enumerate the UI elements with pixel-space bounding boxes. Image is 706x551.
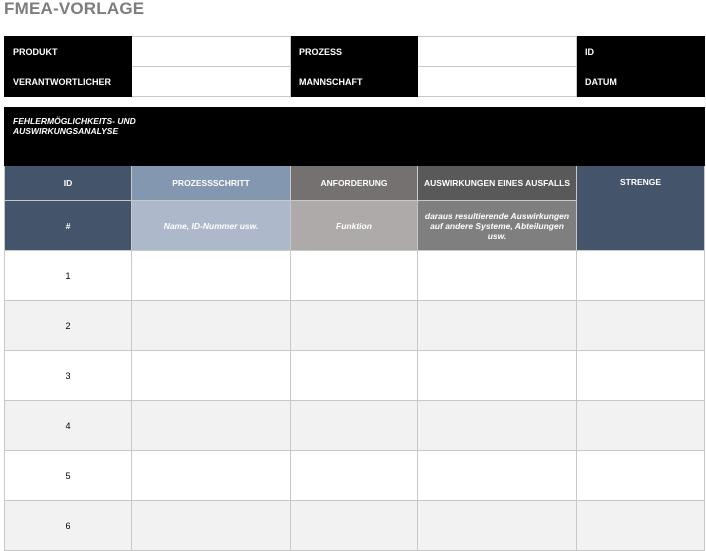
cell[interactable] bbox=[577, 251, 705, 301]
row-id: 1 bbox=[5, 251, 132, 301]
cell[interactable] bbox=[418, 501, 577, 551]
col-subheader-requirement: Funktion bbox=[291, 201, 418, 251]
row-id: 4 bbox=[5, 401, 132, 451]
cell[interactable] bbox=[418, 451, 577, 501]
cell[interactable] bbox=[418, 251, 577, 301]
product-field[interactable] bbox=[132, 37, 291, 67]
cell[interactable] bbox=[291, 301, 418, 351]
col-header-id: ID bbox=[5, 166, 132, 201]
product-label: PRODUKT bbox=[5, 37, 132, 67]
id-label: ID bbox=[577, 37, 705, 67]
header-info-table bbox=[4, 36, 705, 97]
process-field[interactable] bbox=[418, 37, 577, 67]
cell[interactable] bbox=[577, 351, 705, 401]
row-id: 5 bbox=[5, 451, 132, 501]
cell[interactable] bbox=[577, 501, 705, 551]
cell[interactable] bbox=[291, 351, 418, 401]
cell[interactable] bbox=[132, 401, 291, 451]
responsible-field[interactable] bbox=[132, 67, 291, 97]
row-id: 2 bbox=[5, 301, 132, 351]
col-subheader-id: # bbox=[5, 201, 132, 251]
cell[interactable] bbox=[132, 501, 291, 551]
col-subheader-failure-effects: daraus resultierende Auswirkungen auf andere Systeme, Abteilungen usw. bbox=[418, 201, 577, 251]
page-title: FMEA-VORLAGE bbox=[4, 0, 145, 18]
col-header-failure-effects: AUSWIRKUNGEN EINES AUSFALLS bbox=[418, 166, 577, 201]
cell[interactable] bbox=[577, 451, 705, 501]
col-header-severity: STRENGE bbox=[577, 166, 705, 251]
cell[interactable] bbox=[291, 251, 418, 301]
team-label: MANNSCHAFT bbox=[291, 67, 418, 97]
cell[interactable] bbox=[291, 501, 418, 551]
cell[interactable] bbox=[132, 251, 291, 301]
process-label: PROZESS bbox=[291, 37, 418, 67]
cell[interactable] bbox=[132, 301, 291, 351]
analysis-banner bbox=[5, 108, 705, 166]
date-label: DATUM bbox=[577, 67, 705, 97]
responsible-label: VERANTWORTLICHER bbox=[5, 67, 132, 97]
table-row bbox=[5, 351, 705, 401]
cell[interactable] bbox=[418, 401, 577, 451]
col-header-requirement: ANFORDERUNG bbox=[291, 166, 418, 201]
table-row bbox=[5, 501, 705, 551]
col-header-process-step: PROZESSSCHRITT bbox=[132, 166, 291, 201]
table-row bbox=[5, 401, 705, 451]
team-field[interactable] bbox=[418, 67, 577, 97]
cell[interactable] bbox=[418, 351, 577, 401]
row-id: 6 bbox=[5, 501, 132, 551]
cell[interactable] bbox=[577, 401, 705, 451]
table-row bbox=[5, 251, 705, 301]
cell[interactable] bbox=[291, 451, 418, 501]
fmea-table bbox=[4, 107, 705, 551]
table-row bbox=[5, 451, 705, 501]
cell[interactable] bbox=[418, 301, 577, 351]
table-row bbox=[5, 301, 705, 351]
cell[interactable] bbox=[577, 301, 705, 351]
cell[interactable] bbox=[132, 351, 291, 401]
analysis-banner-text: FEHLERMÖGLICHKEITS- UND AUSWIRKUNGSANALYSE bbox=[13, 116, 136, 136]
row-id: 3 bbox=[5, 351, 132, 401]
cell[interactable] bbox=[291, 401, 418, 451]
cell[interactable] bbox=[132, 451, 291, 501]
col-subheader-process-step: Name, ID-Nummer usw. bbox=[132, 201, 291, 251]
